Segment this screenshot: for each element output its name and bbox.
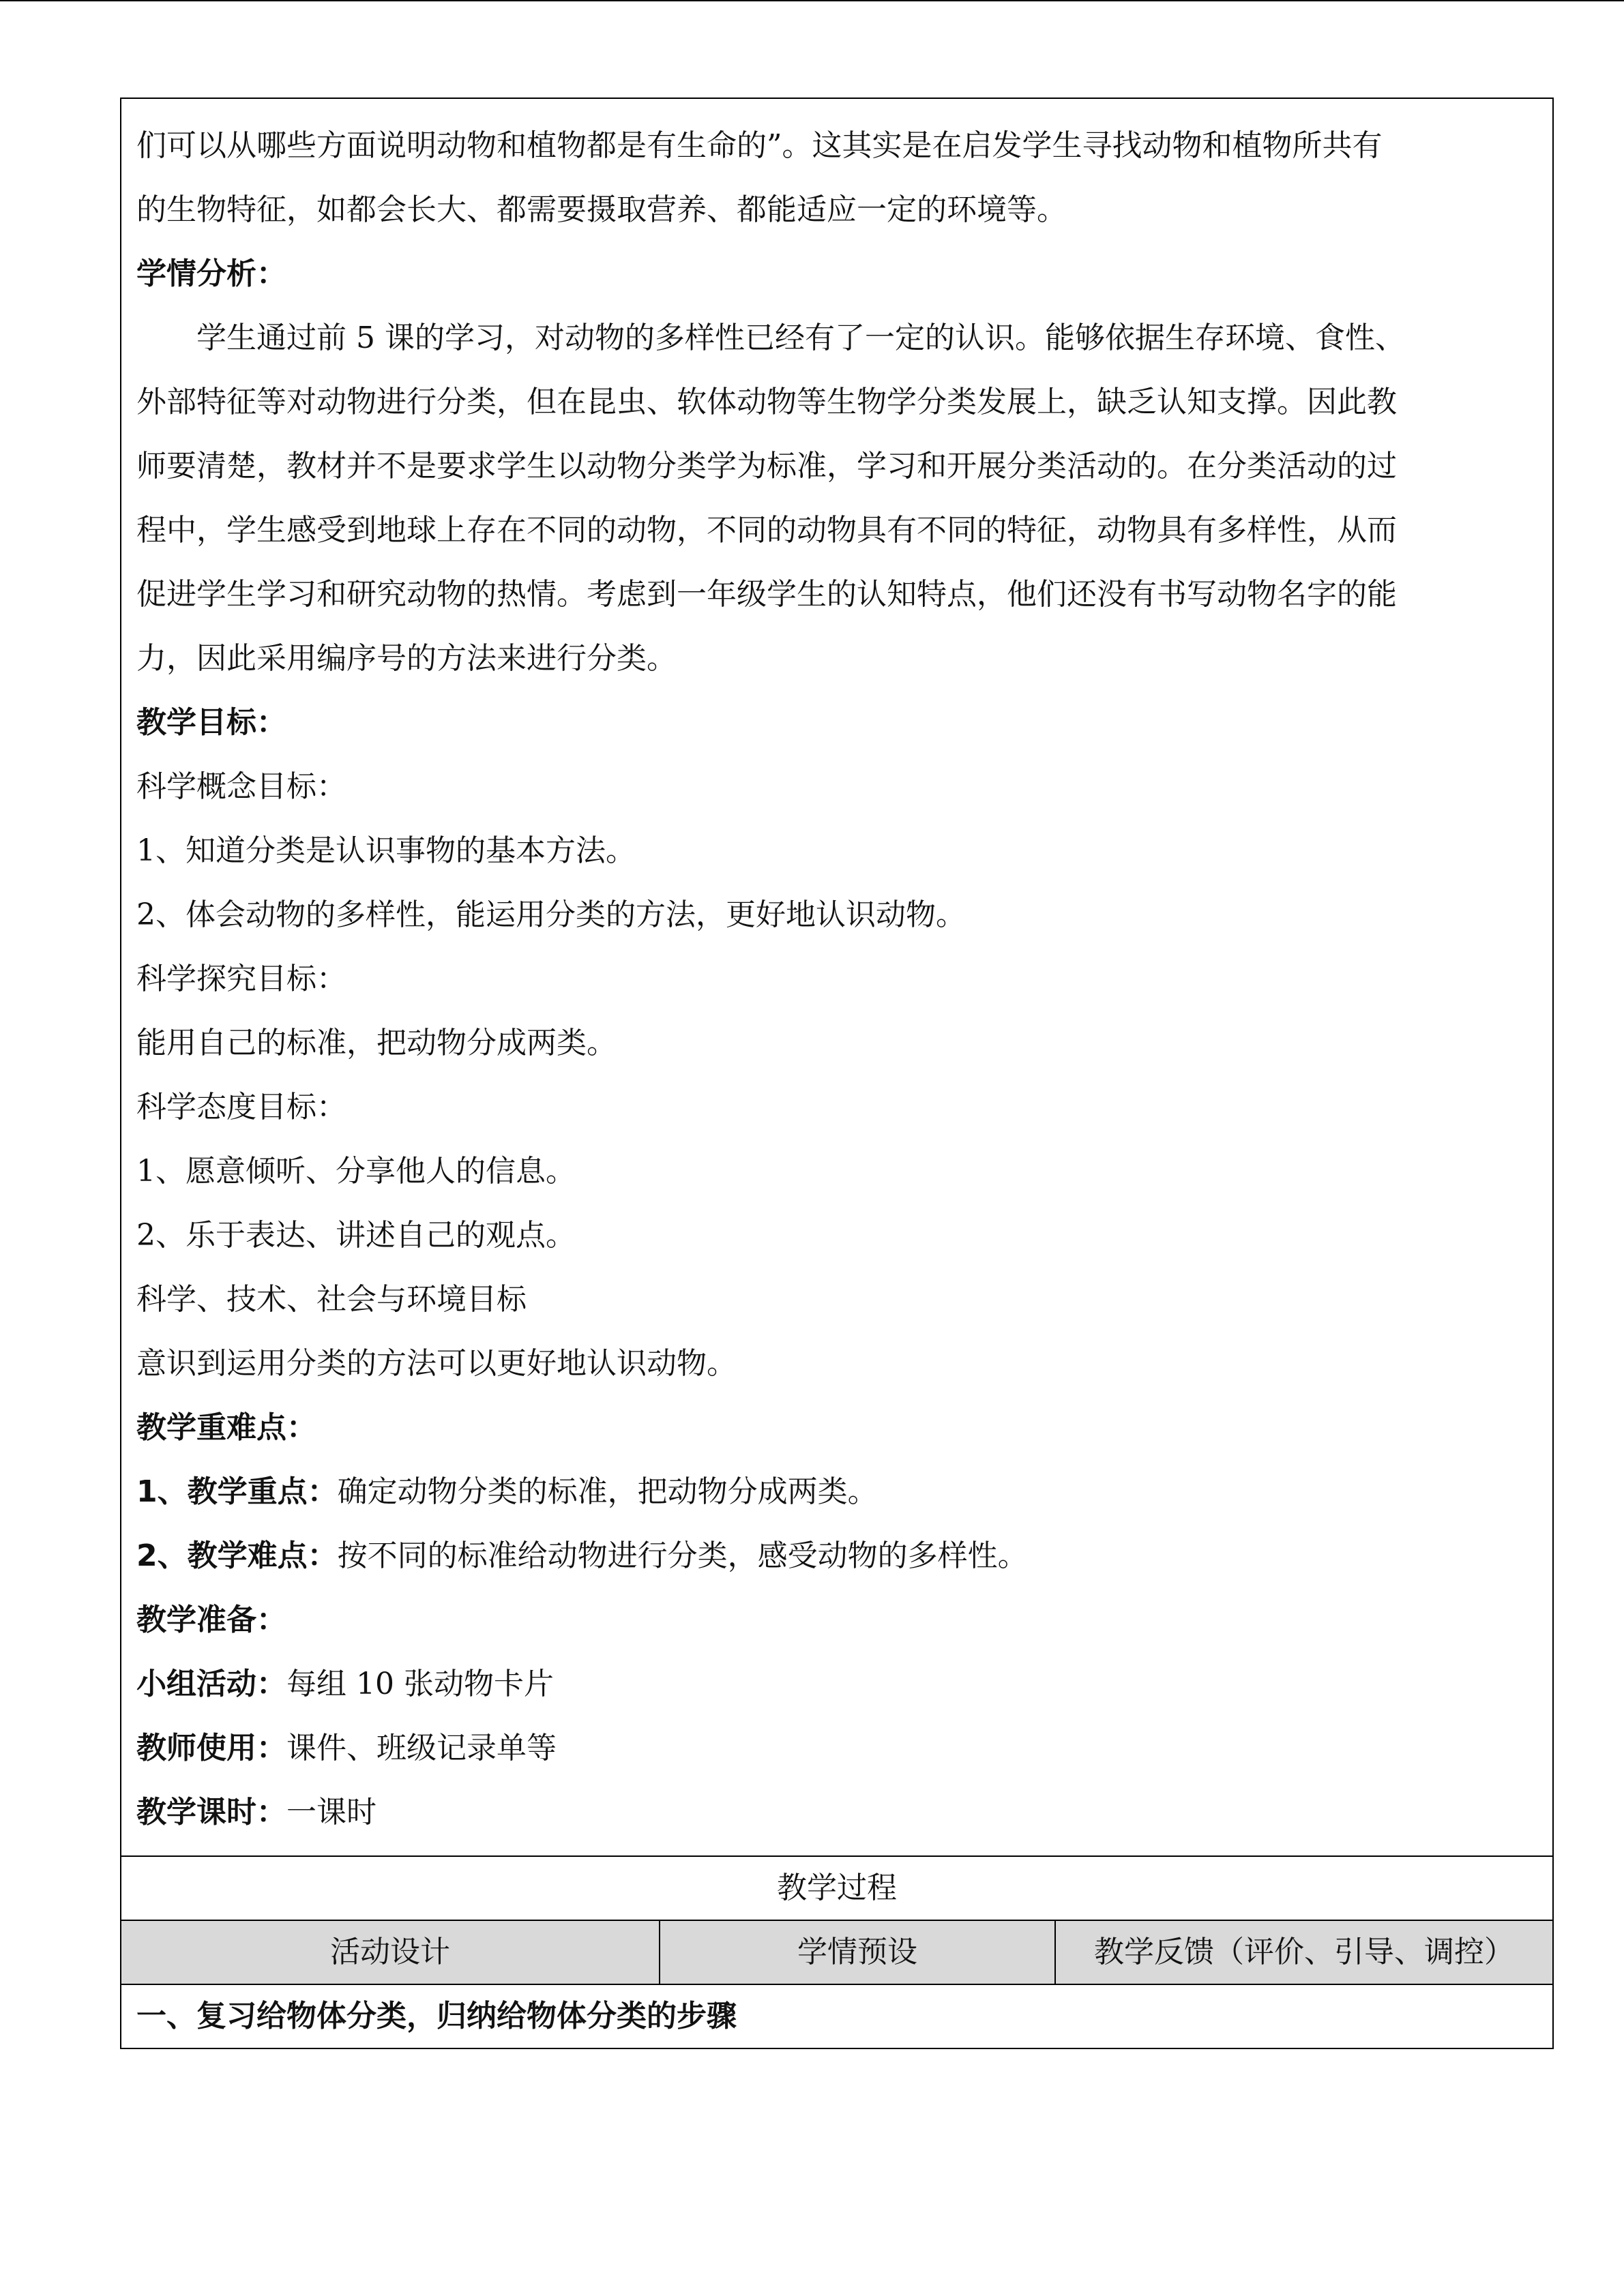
column-header-expectation: 学情预设 (660, 1920, 1055, 1984)
page-top-rule (0, 0, 1624, 1)
analysis-heading: 学情分析： (136, 256, 286, 291)
lesson-content-cell (121, 98, 1553, 1856)
analysis-line: 程中，学生感受到地球上存在不同的动物，不同的动物具有不同的特征，动物具有多样性，从而 (136, 513, 1397, 548)
attitude-goal-item: 2、乐于表达、讲述自己的观点。 (136, 1218, 576, 1253)
column-header-feedback: 教学反馈（评价、引导、调控） (1055, 1920, 1553, 1984)
group-prep-label: 小组活动： (136, 1667, 286, 1701)
analysis-line: 促进学生学习和研究动物的热情。考虑到一年级学生的认知特点，他们还没有书写动物名字的能 (136, 577, 1397, 612)
process-title: 教学过程 (121, 1856, 1553, 1920)
teacher-prep-text: 课件、班级记录单等 (286, 1731, 557, 1765)
hours-label: 教学课时： (136, 1795, 286, 1830)
goals-heading: 教学目标： (136, 705, 286, 740)
lesson-plan-table (120, 98, 1554, 2049)
group-prep-row (136, 1652, 1537, 1716)
keypoints-heading: 教学重难点： (136, 1410, 316, 1445)
hours-row (136, 1780, 1537, 1845)
attitude-goal-title: 科学态度目标： (136, 1090, 346, 1124)
teacher-prep-label: 教师使用： (136, 1731, 286, 1765)
column-header-activity: 活动设计 (121, 1920, 660, 1984)
sts-goal-title: 科学、技术、社会与环境目标 (136, 1282, 527, 1317)
attitude-goal-item: 1、愿意倾听、分享他人的信息。 (136, 1154, 576, 1189)
section-heading: 一、复习给物体分类，归纳给物体分类的步骤 (121, 1984, 1553, 2048)
focus-row (136, 1460, 1537, 1524)
intro-line: 的生物特征，如都会长大、都需要摄取营养、都能适应一定的环境等。 (136, 192, 1067, 227)
difficulty-row (136, 1524, 1537, 1588)
analysis-line: 外部特征等对动物进行分类，但在昆虫、软体动物等生物学分类发展上，缺乏认知支撑。因此教 (136, 385, 1397, 419)
inquiry-goal-title: 科学探究目标： (136, 961, 346, 996)
difficulty-label: 2、教学难点： (136, 1538, 338, 1573)
group-prep-text: 每组 10 张动物卡片 (286, 1667, 554, 1701)
inquiry-goal-item: 能用自己的标准，把动物分成两类。 (136, 1026, 617, 1060)
teacher-prep-row (136, 1716, 1537, 1780)
sts-goal-item: 意识到运用分类的方法可以更好地认识动物。 (136, 1346, 737, 1381)
difficulty-text: 按不同的标准给动物进行分类，感受动物的多样性。 (337, 1538, 1028, 1573)
concept-goal-item: 2、体会动物的多样性，能运用分类的方法，更好地认识动物。 (136, 897, 966, 932)
focus-label: 1、教学重点： (136, 1474, 338, 1509)
analysis-line: 力，因此采用编序号的方法来进行分类。 (136, 641, 677, 676)
focus-text: 确定动物分类的标准，把动物分成两类。 (337, 1474, 878, 1509)
hours-text: 一课时 (286, 1795, 377, 1830)
concept-goal-item: 1、知道分类是认识事物的基本方法。 (136, 833, 636, 868)
analysis-line: 师要清楚，教材并不是要求学生以动物分类学为标准，学习和开展分类活动的。在分类活动的过 (136, 449, 1397, 483)
concept-goal-title: 科学概念目标： (136, 769, 346, 804)
intro-line: 们可以从哪些方面说明动物和植物都是有生命的”。这其实是在启发学生寻找动物和植物所共有 (136, 128, 1383, 163)
prep-heading: 教学准备： (136, 1602, 286, 1637)
analysis-line: 学生通过前 5 课的学习，对动物的多样性已经有了一定的认识。能够依据生存环境、食性、 (196, 320, 1405, 355)
